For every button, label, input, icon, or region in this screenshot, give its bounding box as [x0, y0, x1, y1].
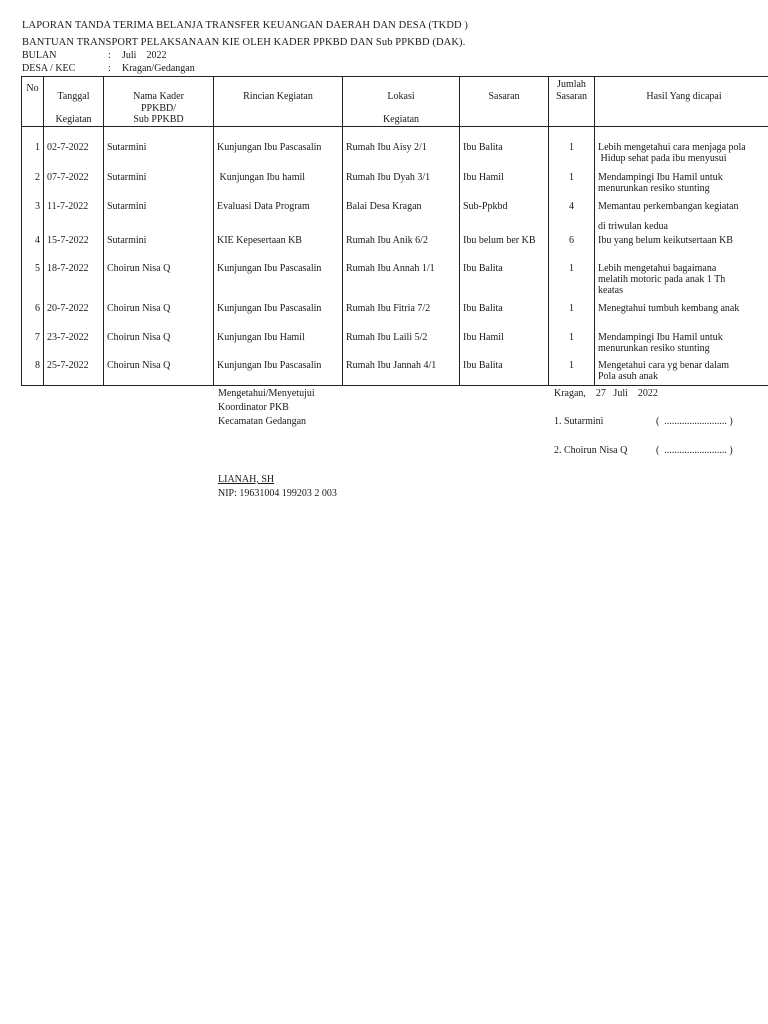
- cell-rincian: Kunjungan Ibu Pascasalin: [214, 263, 343, 303]
- header-nama-kader: Nama Kader PPKBD/ Sub PPKBD: [104, 77, 214, 127]
- cell-no: 4: [22, 235, 44, 263]
- cell-lokasi: Rumah Ibu Laili 5/2: [343, 332, 460, 360]
- cell-no: 5: [22, 263, 44, 303]
- cell-tanggal: 02-7-2022: [44, 127, 104, 172]
- cell-tanggal: 07-7-2022: [44, 172, 104, 201]
- cell-rincian: Kunjungan Ibu Pascasalin: [214, 360, 343, 386]
- bulan-label: BULAN: [22, 50, 57, 61]
- cell-tanggal: 15-7-2022: [44, 235, 104, 263]
- cell-no: 7: [22, 332, 44, 360]
- bulan-row: [22, 50, 166, 62]
- header-no: No: [22, 77, 44, 127]
- kecamatan-label: Kecamatan Gedangan: [218, 416, 307, 427]
- signer-1-signature: ( ......................... ): [656, 416, 733, 427]
- cell-hasil: Mengetahui cara yg benar dalam Pola asuh anak: [595, 360, 768, 386]
- signer-2-name: 2. Choirun Nisa Q: [554, 445, 628, 456]
- report-title-line-2: BANTUAN TRANSPORT PELAKSANAAN KIE OLEH KADER PPKBD DAN Sub PPKBD (DAK).: [22, 37, 466, 48]
- cell-sasaran: Ibu belum ber KB: [460, 235, 549, 263]
- cell-rincian: KIE Kepesertaan KB: [214, 235, 343, 263]
- cell-lokasi: Rumah Ibu Anik 6/2: [343, 235, 460, 263]
- table-row: [22, 127, 768, 172]
- cell-rincian: Kunjungan Ibu Pascasalin: [214, 303, 343, 332]
- cell-jumlah: 1: [549, 263, 595, 303]
- cell-rincian: Evaluasi Data Program: [214, 201, 343, 235]
- cell-rincian: Kunjungan Ibu Hamil: [214, 332, 343, 360]
- cell-jumlah: 6: [549, 235, 595, 263]
- cell-sasaran: Ibu Hamil: [460, 332, 549, 360]
- table-row: [22, 235, 768, 263]
- table-row: [22, 303, 768, 332]
- signer-2-signature: ( ......................... ): [656, 445, 733, 456]
- table-header-row: [22, 77, 768, 127]
- cell-hasil: Lebih mengetahui cara menjaga pola Hidup sehat pada ibu menyusui: [595, 127, 768, 172]
- cell-nama: Choirun Nisa Q: [104, 263, 214, 303]
- cell-jumlah: 1: [549, 360, 595, 386]
- header-hasil: Hasil Yang dicapai: [595, 77, 768, 127]
- cell-sasaran: Ibu Balita: [460, 360, 549, 386]
- cell-hasil: Menegtahui tumbuh kembang anak: [595, 303, 768, 332]
- header-tanggal: Tanggal Kegiatan: [44, 77, 104, 127]
- cell-sasaran: Sub-Ppkbd: [460, 201, 549, 235]
- report-table: [21, 76, 768, 386]
- desa-row: [22, 63, 195, 75]
- desa-value: Kragan/Gedangan: [122, 63, 195, 74]
- header-jumlah-sasaran: Jumlah Sasaran: [549, 77, 595, 127]
- official-name: LIANAH, SH: [218, 474, 275, 485]
- header-sasaran: Sasaran: [460, 77, 549, 127]
- cell-sasaran: Ibu Balita: [460, 127, 549, 172]
- cell-lokasi: Rumah Ibu Fitria 7/2: [343, 303, 460, 332]
- cell-nama: Sutarmini: [104, 172, 214, 201]
- cell-jumlah: 1: [549, 332, 595, 360]
- cell-nama: Sutarmini: [104, 235, 214, 263]
- cell-sasaran: Ibu Balita: [460, 303, 549, 332]
- cell-lokasi: Balai Desa Kragan: [343, 201, 460, 235]
- cell-jumlah: 1: [549, 127, 595, 172]
- cell-rincian: Kunjungan Ibu hamil: [214, 172, 343, 201]
- cell-lokasi: Rumah Ibu Dyah 3/1: [343, 172, 460, 201]
- cell-no: 6: [22, 303, 44, 332]
- cell-tanggal: 20-7-2022: [44, 303, 104, 332]
- cell-sasaran: Ibu Hamil: [460, 172, 549, 201]
- cell-hasil: Lebih mengetahui bagaimana melatih motoric pada anak 1 Th keatas: [595, 263, 768, 303]
- table-row: [22, 360, 768, 386]
- cell-hasil: Mendampingi Ibu Hamil untuk menurunkan resiko stunting: [595, 172, 768, 201]
- official-nip: NIP: 19631004 199203 2 003: [218, 488, 337, 499]
- cell-tanggal: 11-7-2022: [44, 201, 104, 235]
- cell-nama: Sutarmini: [104, 201, 214, 235]
- table-row: [22, 263, 768, 303]
- header-rincian: Rincian Kegiatan: [214, 77, 343, 127]
- signer-1-name: 1. Sutarmini: [554, 416, 604, 427]
- cell-no: 8: [22, 360, 44, 386]
- koordinator-label: Koordinator PKB: [218, 402, 289, 413]
- cell-lokasi: Rumah Ibu Aisy 2/1: [343, 127, 460, 172]
- cell-hasil: Memantau perkembangan kegiatan di triwulan kedua: [595, 201, 768, 235]
- table-row: [22, 332, 768, 360]
- mengetahui-label: Mengetahui/Menyetujui: [218, 388, 315, 399]
- bulan-value: Juli 2022: [122, 50, 167, 61]
- table-row: [22, 201, 768, 235]
- cell-no: 2: [22, 172, 44, 201]
- report-title-line-1: LAPORAN TANDA TERIMA BELANJA TRANSFER KEUANGAN DAERAH DAN DESA (TKDD ): [22, 20, 469, 31]
- cell-jumlah: 1: [549, 303, 595, 332]
- cell-hasil: Ibu yang belum keikutsertaan KB: [595, 235, 768, 263]
- cell-sasaran: Ibu Balita: [460, 263, 549, 303]
- cell-rincian: Kunjungan Ibu Pascasalin: [214, 127, 343, 172]
- cell-no: 1: [22, 127, 44, 172]
- header-lokasi: Lokasi Kegiatan: [343, 77, 460, 127]
- cell-nama: Choirun Nisa Q: [104, 360, 214, 386]
- cell-tanggal: 25-7-2022: [44, 360, 104, 386]
- cell-no: 3: [22, 201, 44, 235]
- cell-jumlah: 4: [549, 201, 595, 235]
- cell-tanggal: 18-7-2022: [44, 263, 104, 303]
- table-row: [22, 172, 768, 201]
- cell-hasil: Mendampingi Ibu Hamil untuk menurunkan resiko stunting: [595, 332, 768, 360]
- cell-lokasi: Rumah Ibu Annah 1/1: [343, 263, 460, 303]
- cell-nama: Sutarmini: [104, 127, 214, 172]
- desa-colon: :: [108, 63, 111, 74]
- place-date: Kragan, 27 Juli 2022: [554, 388, 658, 399]
- desa-label: DESA / KEC: [22, 63, 76, 74]
- cell-lokasi: Rumah Ibu Jannah 4/1: [343, 360, 460, 386]
- cell-nama: Choirun Nisa Q: [104, 332, 214, 360]
- bulan-colon: :: [108, 50, 111, 61]
- cell-tanggal: 23-7-2022: [44, 332, 104, 360]
- cell-nama: Choirun Nisa Q: [104, 303, 214, 332]
- cell-jumlah: 1: [549, 172, 595, 201]
